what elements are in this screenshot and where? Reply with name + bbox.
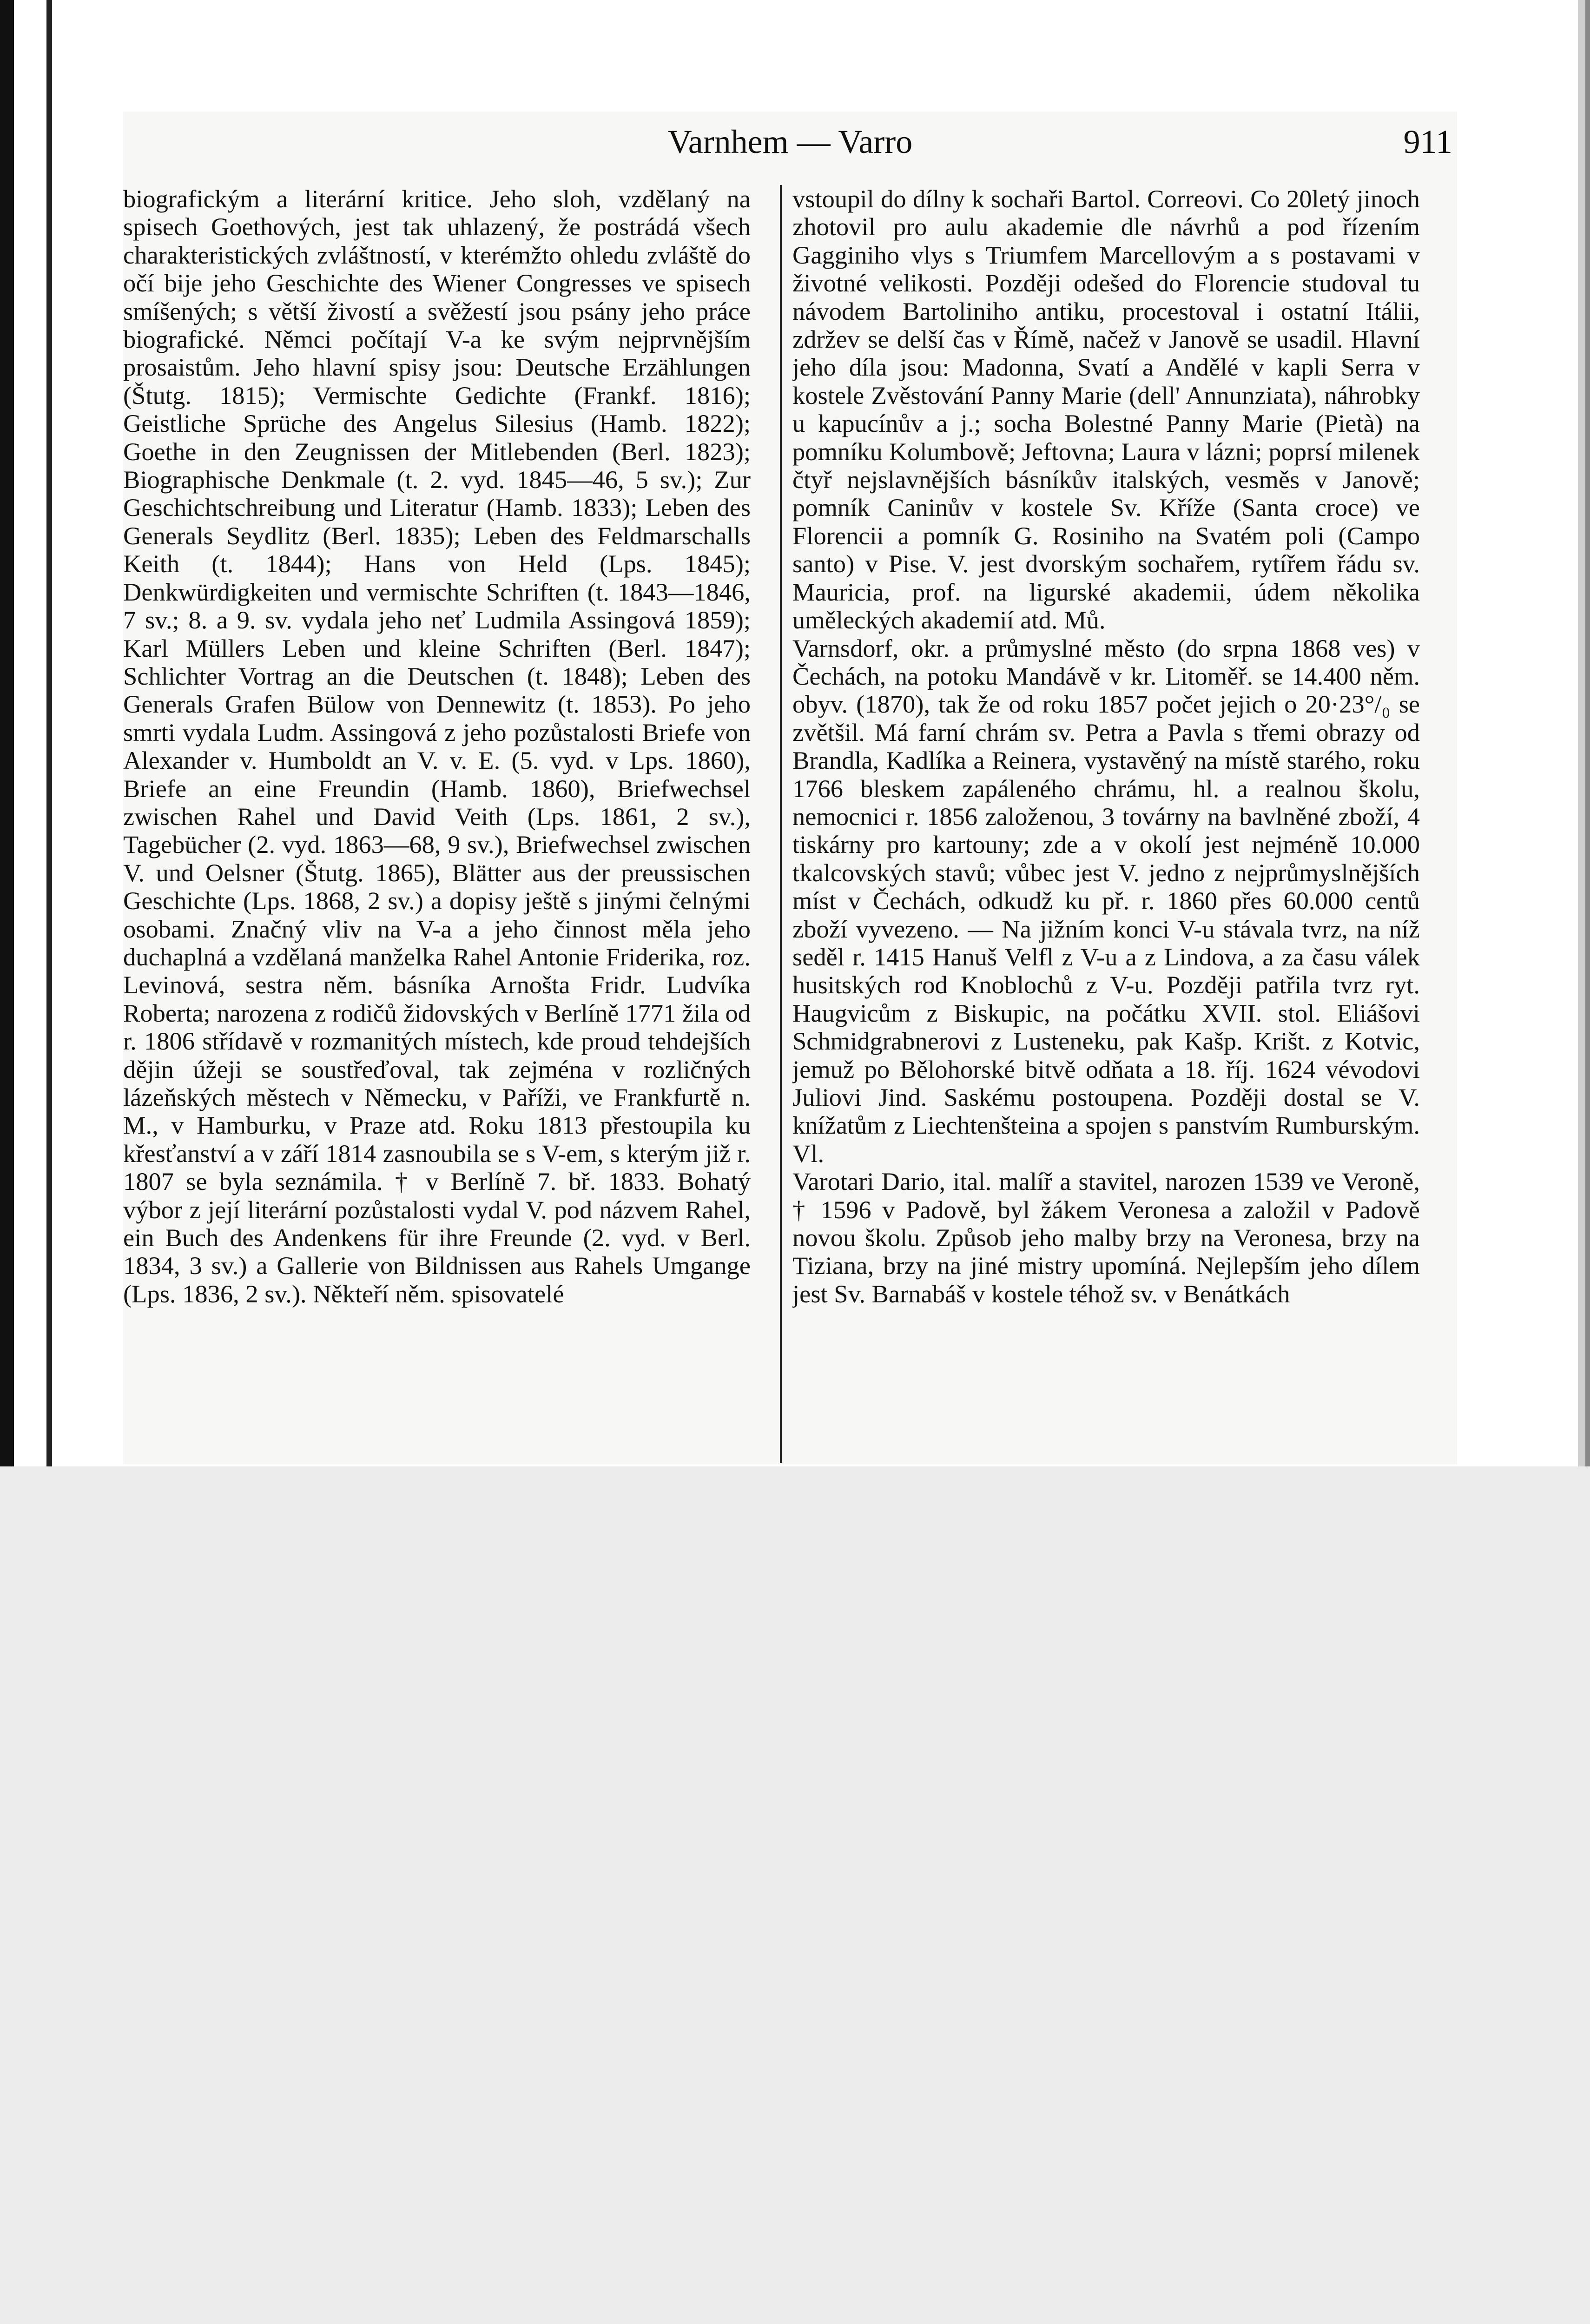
right-column-paragraph-sculptor: vstoupil do dílny k sochaři Bartol. Correovi. Co 20letý jinoch zhotovil pro aulu akademie dle návrhů a pod řízením Gagginiho vlys s Triumfem Marcellovým a s postavami v životné velikosti. Později odešed do Florencie studoval tu návodem Bartoliniho antiku, procestoval i ostatní Itálii, zdržev se delší čas v Římě, načež v Janově se usadil. Hlavní jeho díla jsou: Madonna, Svatí a Andělé v kapli Serra v kostele Zvěstování Panny Marie (dell' Annunziata), náhrobky u kapucínův a j.; socha Bolestné Panny Marie (Pietà) na pomníku Kolumbově; Jeftovna; Laura v lázni; poprsí milenek čtyř nejslavnějších básníkův italských, vesměs v Janově; pomník Caninův v kostele Sv. Kříže (Santa croce) ve Florencii a pomník G. Rosiniho na Svatém poli (Campo santo) v Pise. V. jest dvorským sochařem, rytířem řádu sv. Mauricia, prof. na ligurské akademii, údem několika uměleckých akademií atd. Mů. [792,185,1420,634]
page-number: 911 [1403,123,1452,160]
entry-varotari: Varotari Dario, ital. malíř a stavitel, narozen 1539 ve Veroně, † 1596 v Padově, byl žákem Veronesa a založil v Padově novou školu. Způsob jeho malby brzy na Veronesa, brzy na Tiziana, brzy na jiné mistry upomíná. Nejlepším jeho dílem jest Sv. Barnabáš v kostele téhož sv. v Benátkách [792,1167,1420,1308]
book-page [123,112,1457,1464]
right-column [792,185,1420,1463]
left-column-paragraph: biografickým a literární kritice. Jeho sloh, vzdělaný na spisech Goethových, jest tak uhlazený, že postrádá všech charakteristických zvláštností, v kterémžto ohledu zvláště do očí bije jeho Geschichte des Wiener Congresses ve spisech smíšených; s větší živostí a svěžestí jsou psány jeho práce biografické. Němci počítají V-a ke svým nejprvnějším prosaistům. Jeho hlavní spisy jsou: Deutsche Erzählungen (Štutg. 1815); Vermischte Gedichte (Frankf. 1816); Geistliche Sprüche des Angelus Silesius (Hamb. 1822); Goethe in den Zeugnissen der Mitlebenden (Berl. 1823); Biographische Denkmale (t. 2. vyd. 1845—46, 5 sv.); Zur Geschichtschreibung und Literatur (Hamb. 1833); Leben des Generals Seydlitz (Berl. 1835); Leben des Feldmarschalls Keith (t. 1844); Hans von Held (Lps. 1845); Denkwürdigkeiten und vermischte Schriften (t. 1843—1846, 7 sv.; 8. a 9. sv. vydala jeho neť Ludmila Assingová 1859); Karl Müllers Leben und kleine Schriften (Berl. 1847); Schlichter Vortrag an die Deutschen (t. 1848); Leben des Generals Grafen Bülow von Dennewitz (t. 1853). Po jeho smrti vydala Ludm. Assingová z jeho pozůstalosti Briefe von Alexander v. Humboldt an V. v. E. (5. vyd. v Lps. 1860), Briefe an eine Freundin (Hamb. 1860), Briefwechsel zwischen Rahel und David Veith (Lps. 1861, 2 sv.), Tagebücher (2. vyd. 1863—68, 9 sv.), Briefwechsel zwischen V. und Oelsner (Štutg. 1865), Blätter aus der preussischen Geschichte (Lps. 1868, 2 sv.) a dopisy ještě s jinými čelnými osobami. Značný vliv na V-a a jeho činnost měla jeho duchaplná a vzdělaná manželka Rahel Antonie Friderika, roz. Levinová, sestra něm. básníka Arnošta Fridr. Ludvíka Roberta; narozena z rodičů židovských v Berlíně 1771 žila od r. 1806 střídavě v rozmanitých místech, kde proud tehdejších dějin úžeji se soustřeďoval, tak zejména v rozličných lázeňských městech v Německu, v Paříži, ve Frankfurtě n. M., v Hamburku, v Praze atd. Roku 1813 přestoupila ku křesťanství a v září 1814 zasnoubila se s V-em, s kterým již r. 1807 se byla seznámila. † v Berlíně 7. bř. 1833. Bohatý výbor z její literární pozůstalosti vydal V. pod názvem Rahel, ein Buch des Andenkens für ihre Freunde (2. vyd. v Berl. 1834, 3 sv.) a Gallerie von Bildnissen aus Rahels Umgange (Lps. 1836, 2 sv.). Někteří něm. spisovatelé [123,185,751,1308]
column-divider [780,185,782,1463]
running-head: Varnhem — Varro [667,123,913,160]
entry-varnsdorf: Varnsdorf, okr. a průmyslné město (do srpna 1868 ves) v Čechách, na potoku Mandávě v kr. Litoměř. se 14.400 něm. obyv. (1870), tak že od roku 1857 počet jejich o 20·23°/₀ se zvětšil. Má farní chrám sv. Petra a Pavla s třemi obrazy od Brandla, Kadlíka a Reinera, vystavěný na místě starého, roku 1766 bleskem zapáleného chrámu, hl. a realnou školu, nemocnici r. 1856 založenou, 3 továrny na bavlněné zboží, 4 tiskárny pro kartouny; zde a v okolí jest nejméně 10.000 tkalcovských stavů; vůbec jest V. jedno z nejprůmyslnějších míst v Čechách, odkudž ku př. r. 1860 přes 60.000 centů zboží vyvezeno. — Na jižním konci V-u stávala tvrz, na níž seděl r. 1415 Hanuš Velfl z V-u a z Lindova, a za času válek husitských rod Knoblochů z V-u. Později patřila tvrz ryt. Haugvicům z Biskupic, na počátku XVII. stol. Eliášovi Schmidgrabnerovi z Lusteneku, pak Kašp. Krišt. z Kotvic, jemuž po Bělohorské bitvě odňata a 18. říj. 1624 vévodovi Juliovi Jind. Saskému postoupena. Později dostal se V. knížatům z Liechtenšteina a spojen s panstvím Rumburským. Vl. [792,634,1420,1168]
left-column [123,185,751,1463]
